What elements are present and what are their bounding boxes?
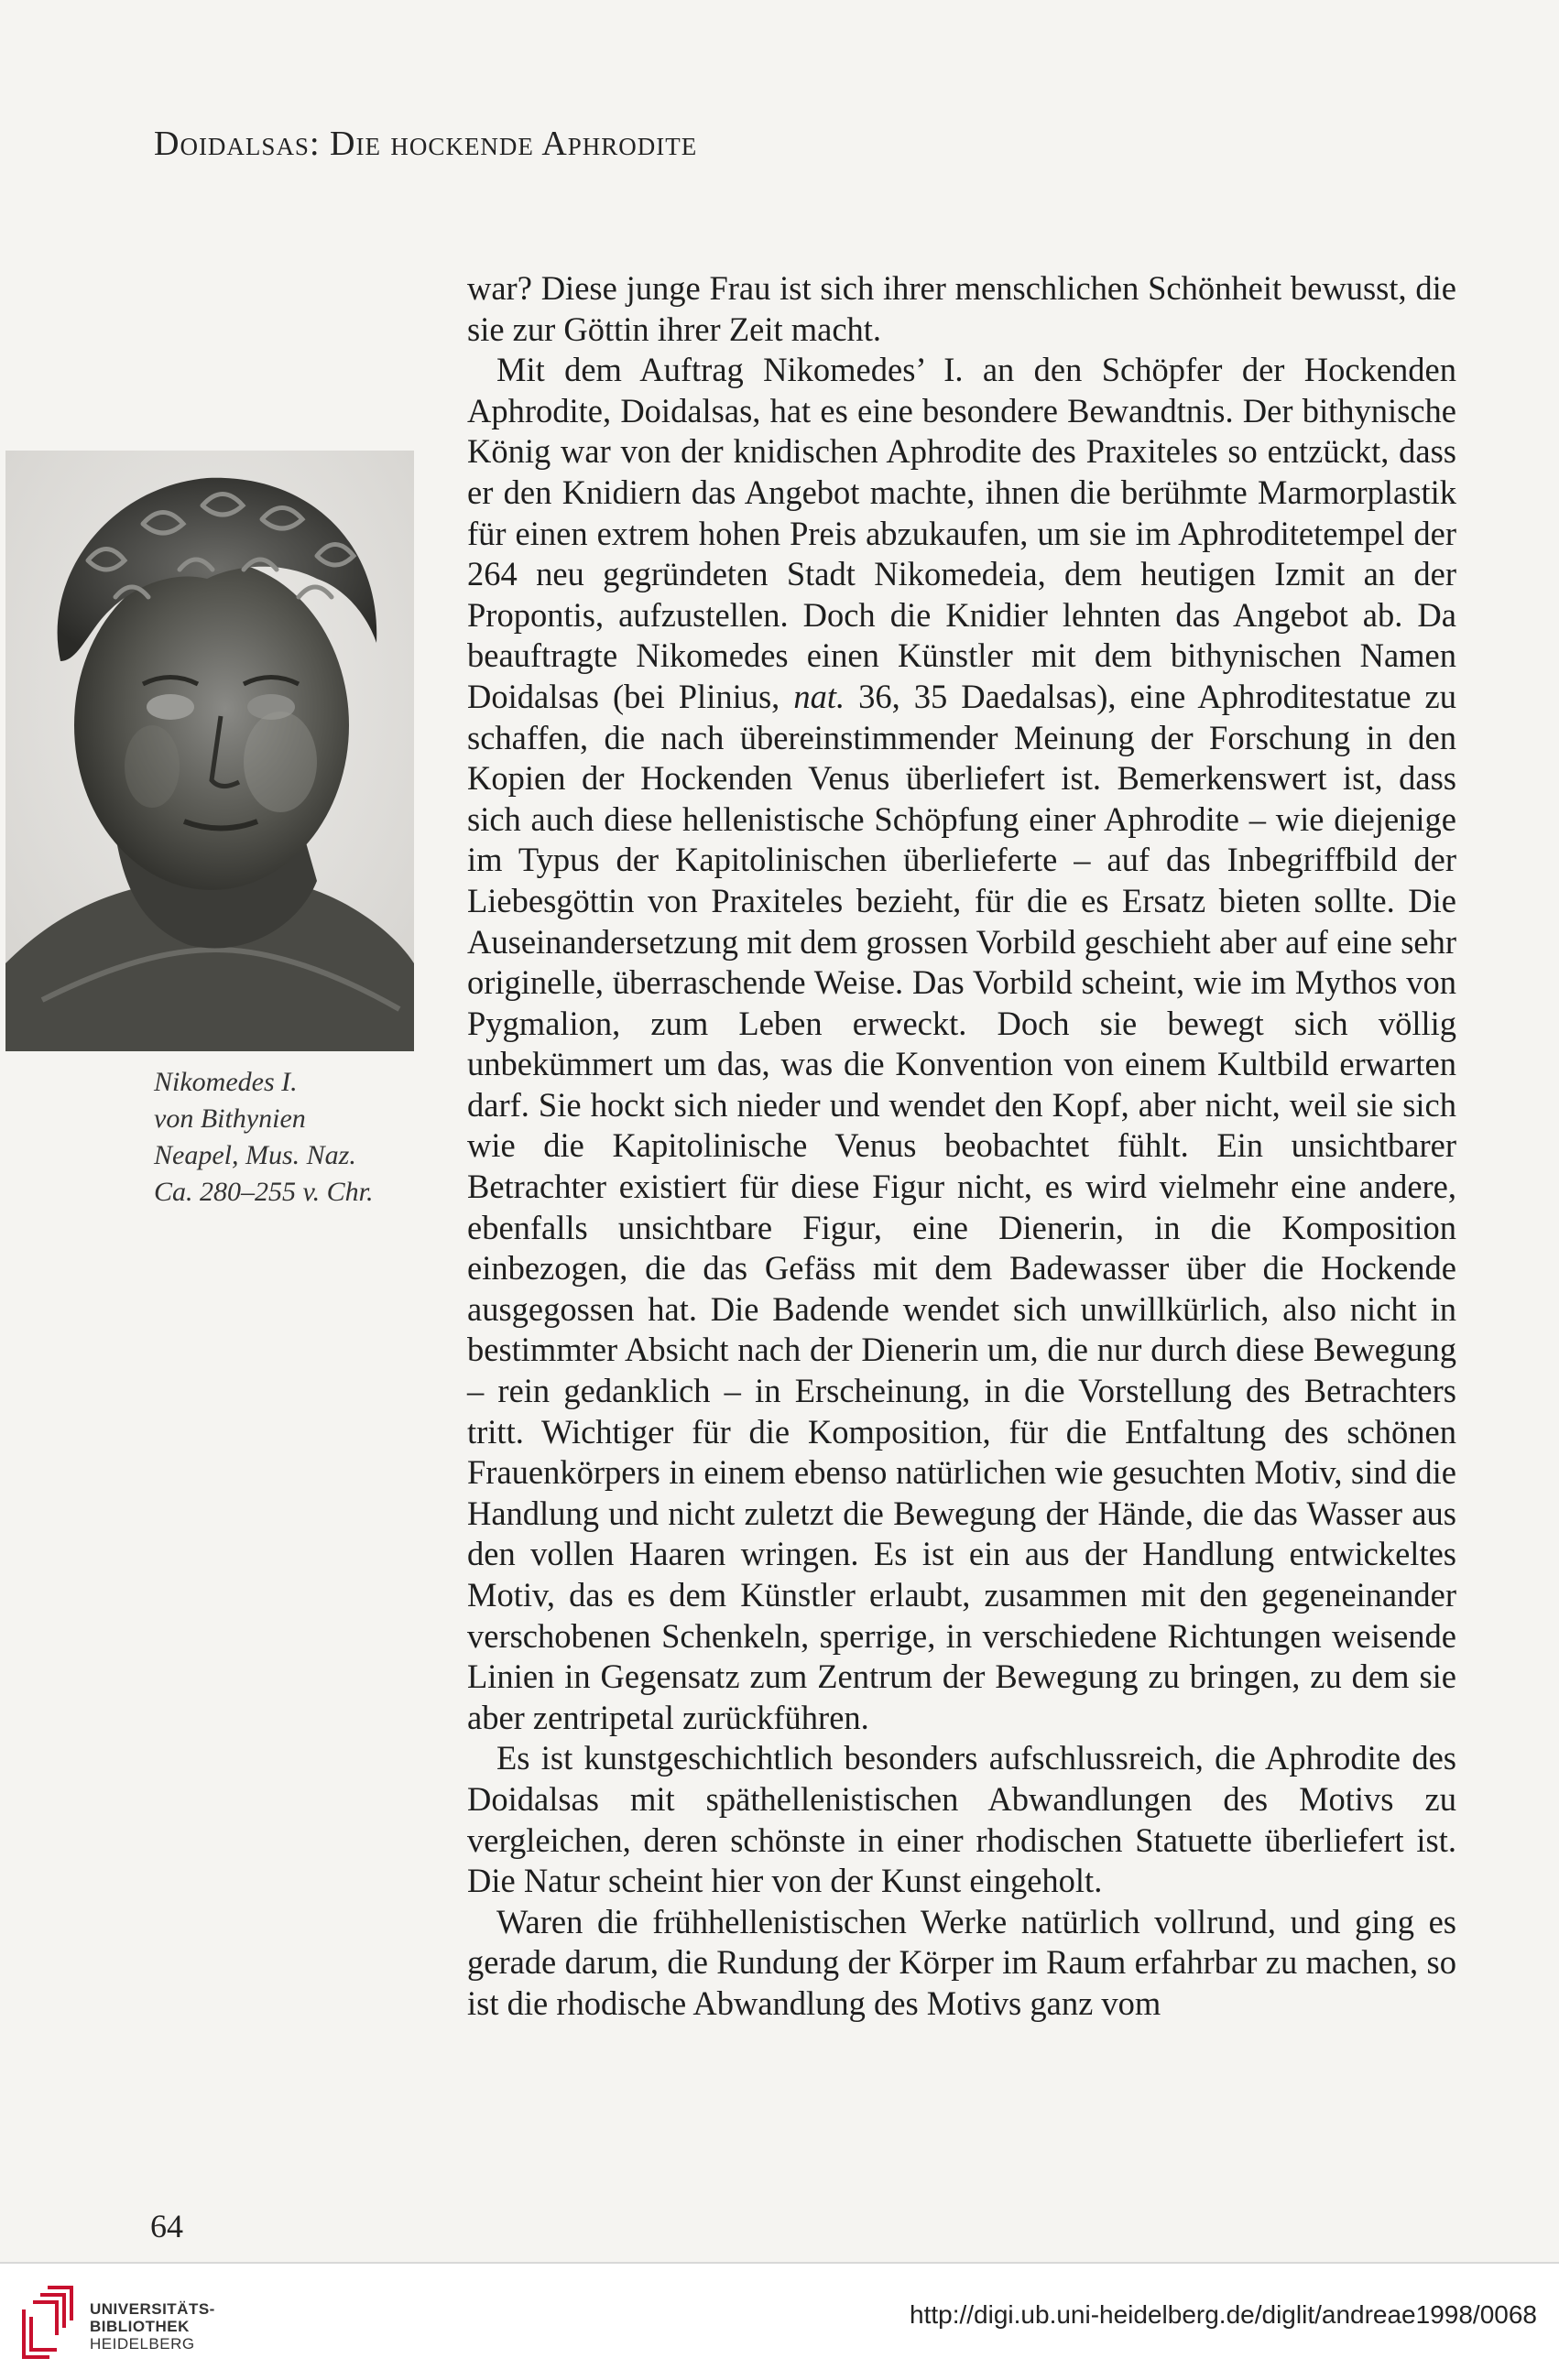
permalink-url[interactable]: http://digi.ub.uni-heidelberg.de/diglit/andreae1998/0068 bbox=[910, 2300, 1537, 2329]
caption-line: Nikomedes I. bbox=[154, 1067, 298, 1097]
figure-caption bbox=[154, 1064, 373, 1211]
library-name bbox=[90, 2300, 215, 2353]
library-line: UNIVERSITÄTS- bbox=[90, 2300, 215, 2318]
caption-line: Neapel, Mus. Naz. bbox=[154, 1140, 356, 1170]
page-number: 64 bbox=[150, 2208, 183, 2244]
bust-image bbox=[5, 451, 414, 1051]
library-line: BIBLIOTHEK bbox=[90, 2318, 190, 2335]
body-text bbox=[467, 268, 1456, 2025]
citation-abbreviation: nat. bbox=[793, 677, 845, 715]
library-line: HEIDELBERG bbox=[90, 2335, 195, 2353]
caption-line: Ca. 280–255 v. Chr. bbox=[154, 1177, 374, 1207]
paragraph-text: Mit dem Auftrag Nikomedes’ I. an den Schöpfer der Hockenden Aphrodite, Doidalsas, hat es eine besondere Bewandtnis. Der bithynische König war von der knidischen Aphrodite des Praxiteles so entzückt, dass er den Knidiern das Angebot machte, ihnen die berühmte Marmorplastik für einen extrem hohen Preis abzukaufen, um sie im Aphroditetempel der 264 neu gegründeten Stadt Nikomedeia, dem heutigen Izmit an der Propontis, aufzustellen. Doch die Knidier lehnten das Angebot ab. Da beauftragte Nikomedes einen Künstler mit dem bithynischen Namen Doidalsas (bei Plinius, bbox=[467, 351, 1456, 715]
paragraph: war? Diese junge Frau ist sich ihrer menschlichen Schönheit bewusst, die sie zur Göttin ihrer Zeit macht. bbox=[467, 269, 1456, 348]
paragraph: Es ist kunstgeschichtlich besonders aufschlussreich, die Aphrodite des Doidalsas mit späthellenistischen Abwandlungen des Motivs zu vergleichen, deren schönste in einer rhodischen Statuette überliefert ist. Die Natur scheint hier von der Kunst eingeholt. bbox=[467, 1739, 1456, 1900]
paragraph bbox=[467, 350, 1456, 1738]
portrait-photo-nikomedes bbox=[5, 451, 414, 1051]
paragraph-text: 36, 35 Daedalsas), eine Aphroditestatue zu schaffen, die nach übereinstimmender Meinung der Forschung in den Kopien der Hockenden Venus überliefert ist. Bemerkenswert ist, dass sich auch diese hellenistische Schöpfung einer Aphrodite – wie diejenige im Typus der Kapitolinischen überlieferte – auf das Inbegriffbild der Liebesgöttin von Praxiteles bezieht, für die es Ersatz bieten sollte. Die Auseinandersetzung mit dem grossen Vorbild geschieht aber auf eine sehr originelle, überraschende Weise. Das Vorbild scheint, wie im Mythos von Pygmalion, zum Leben erweckt. Doch sie bewegt sich völlig unbekümmert um das, was die Konvention von einem Kultbild erwarten darf. Sie hockt sich nieder und wendet den Kopf, aber nicht, weil sie sich wie die Kapitolinische Venus beobachtet fühlt. Ein unsichtbarer Betrachter existiert für diese Figur nicht, es wird vielmehr eine andere, ebenfalls unsichtbare Figur, eine Dienerin, in die Komposition einbezogen, die das Gefäss mit dem Badewasser über die Hockende ausgegossen hat. Die Badende wendet sich unwillkürlich, also nicht in bestimmter Absicht nach der Dienerin um, die nur durch diese Bewegung – rein gedanklich – in Erscheinung, in die Vorstellung des Betrachters tritt. Wichtiger für die Komposition, für die Entfaltung des schönen Frauenkörpers in einem ebenso natürlichen wie gesuchten Motiv, sind die Handlung und nicht zuletzt die Bewegung der Hände, die das Wasser aus den vollen Haaren wringen. Es ist ein aus der Handlung entwickeltes Motiv, das es dem Künstler erlaubt, zusammen mit den gegeneinander verschobenen Schenkeln, sperrige, in verschiedene Richtungen weisende Linien in Gegensatz zum Zentrum der Bewegung zu bringen, zu dem sie aber zentripetal zurückführen. bbox=[467, 677, 1456, 1736]
ub-heidelberg-logo-icon bbox=[20, 2284, 75, 2361]
paragraph: Waren die frühhellenistischen Werke natürlich vollrund, und ging es gerade darum, die Rundung der Körper im Raum erfahrbar zu machen, so ist die rhodische Abwandlung des Motivs ganz vom bbox=[467, 1902, 1456, 2022]
digitization-footer bbox=[0, 2262, 1559, 2380]
running-head: Doidalsas: Die hockende Aphrodite bbox=[154, 125, 698, 163]
caption-line: von Bithynien bbox=[154, 1103, 306, 1134]
